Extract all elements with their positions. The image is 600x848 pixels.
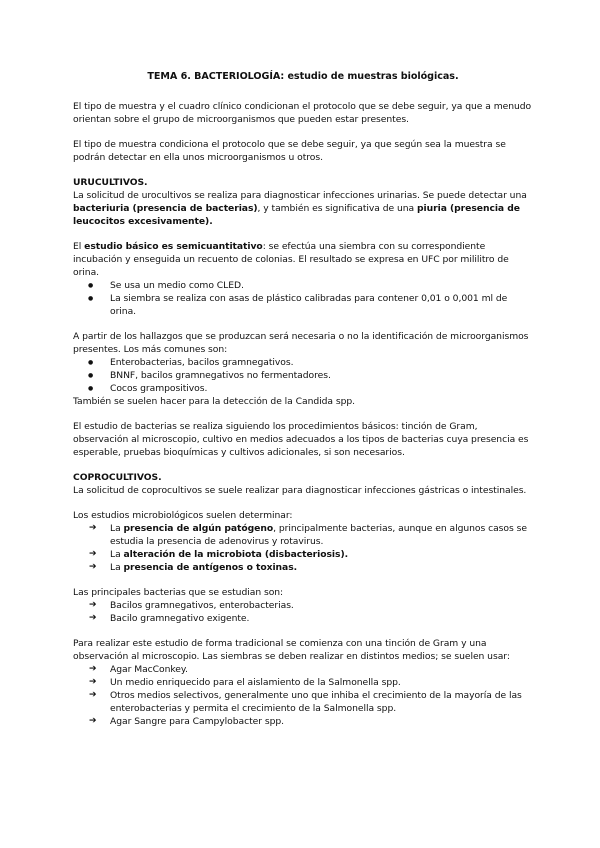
urocultivos-paragraph-1: La solicitud de urocultivos se realiza para diagnosticar infecciones urinarias. Se puede detectar una bacteriuria (presencia de bacterias), y también es significativa de una piuria (presencia de leucocitos excesivamente). — [73, 190, 527, 227]
urocultivos-paragraph-4: También se suelen hacer para la detección de la Candida spp. — [73, 396, 356, 407]
list-item: ➔ Un medio enriquecido para el aislamiento de la Salmonella spp. — [73, 676, 533, 689]
list-item: ➔ La presencia de algún patógeno, principalmente bacterias, aunque en algunos casos se estudia la presencia de adenovirus y rotavirus. — [73, 522, 533, 548]
coprocultivos-arrow-list-2 — [73, 599, 533, 625]
urocultivos-paragraph-5: El estudio de bacterias se realiza siguiendo los procedimientos básicos: tinción de Gram, observación al microscopio, cultivo en medios adecuados a los tipos de bacterias cuya presencia es esperable, pruebas bioquímicas y cultivos adicionales, si son necesarios. — [73, 421, 529, 458]
list-item: ● BNNF, bacilos gramnegativos no fermentadores. — [73, 369, 533, 382]
section-heading-urocultivos: URUCULTIVOS. — [73, 177, 148, 188]
coprocultivos-paragraph-1: La solicitud de coprocultivos se suele realizar para diagnosticar infecciones gástricas o intestinales. — [73, 485, 527, 496]
list-item: ➔ Bacilos gramnegativos, enterobacterias. — [73, 599, 533, 612]
coprocultivos-arrow-list-3 — [73, 663, 533, 728]
document-body — [73, 70, 533, 728]
list-item: ➔ Agar Sangre para Campylobacter spp. — [73, 715, 533, 728]
list-item: ➔ Bacilo gramnegativo exigente. — [73, 612, 533, 625]
list-item: ● Enterobacterias, bacilos gramnegativos. — [73, 356, 533, 369]
list-item: ➔ Otros medios selectivos, generalmente uno que inhiba el crecimiento de la mayoría de las enterobacterias y permita el crecimiento de la Salmonella spp. — [73, 689, 533, 715]
urocultivos-paragraph-2: El estudio básico es semicuantitativo: se efectúa una siembra con su correspondiente incubación y enseguida un recuento de colonias. El resultado se expresa en UFC por mililitro de orina. — [73, 241, 509, 278]
coprocultivos-paragraph-3: Las principales bacterias que se estudian son: — [73, 587, 284, 598]
section-heading-coprocultivos: COPROCULTIVOS. — [73, 472, 162, 483]
urocultivos-bullet-list-2 — [73, 356, 533, 395]
urocultivos-paragraph-3: A partir de los hallazgos que se produzcan será necesaria o no la identificación de microorganismos presentes. Los más comunes son: — [73, 331, 529, 355]
urocultivos-bullet-list-1 — [73, 279, 533, 318]
coprocultivos-arrow-list-1 — [73, 522, 533, 574]
list-item: ➔ La presencia de antígenos o toxinas. — [73, 561, 533, 574]
page-title: TEMA 6. BACTERIOLOGÍA: estudio de muestras biológicas. — [147, 71, 459, 82]
list-item: ➔ Agar MacConkey. — [73, 663, 533, 676]
coprocultivos-paragraph-4: Para realizar este estudio de forma tradicional se comienza con una tinción de Gram y una observación al microscopio. Las siembras se deben realizar en distintos medios; se suelen usar: — [73, 638, 510, 662]
intro-paragraph-1: El tipo de muestra y el cuadro clínico condicionan el protocolo que se debe seguir, ya que a menudo orientan sobre el grupo de microorganismos que pueden estar presentes. — [73, 101, 532, 125]
coprocultivos-paragraph-2: Los estudios microbiológicos suelen determinar: — [73, 510, 293, 521]
list-item: ➔ La alteración de la microbiota (disbacteriosis). — [73, 548, 533, 561]
list-item: ● La siembra se realiza con asas de plástico calibradas para contener 0,01 o 0,001 ml de orina. — [73, 292, 533, 318]
intro-paragraph-2: El tipo de muestra condiciona el protocolo que se debe seguir, ya que según sea la muestra se podrán detectar en ella unos microorganismos u otros. — [73, 139, 506, 163]
list-item: ● Cocos grampositivos. — [73, 382, 533, 395]
list-item: ● Se usa un medio como CLED. — [73, 279, 533, 292]
